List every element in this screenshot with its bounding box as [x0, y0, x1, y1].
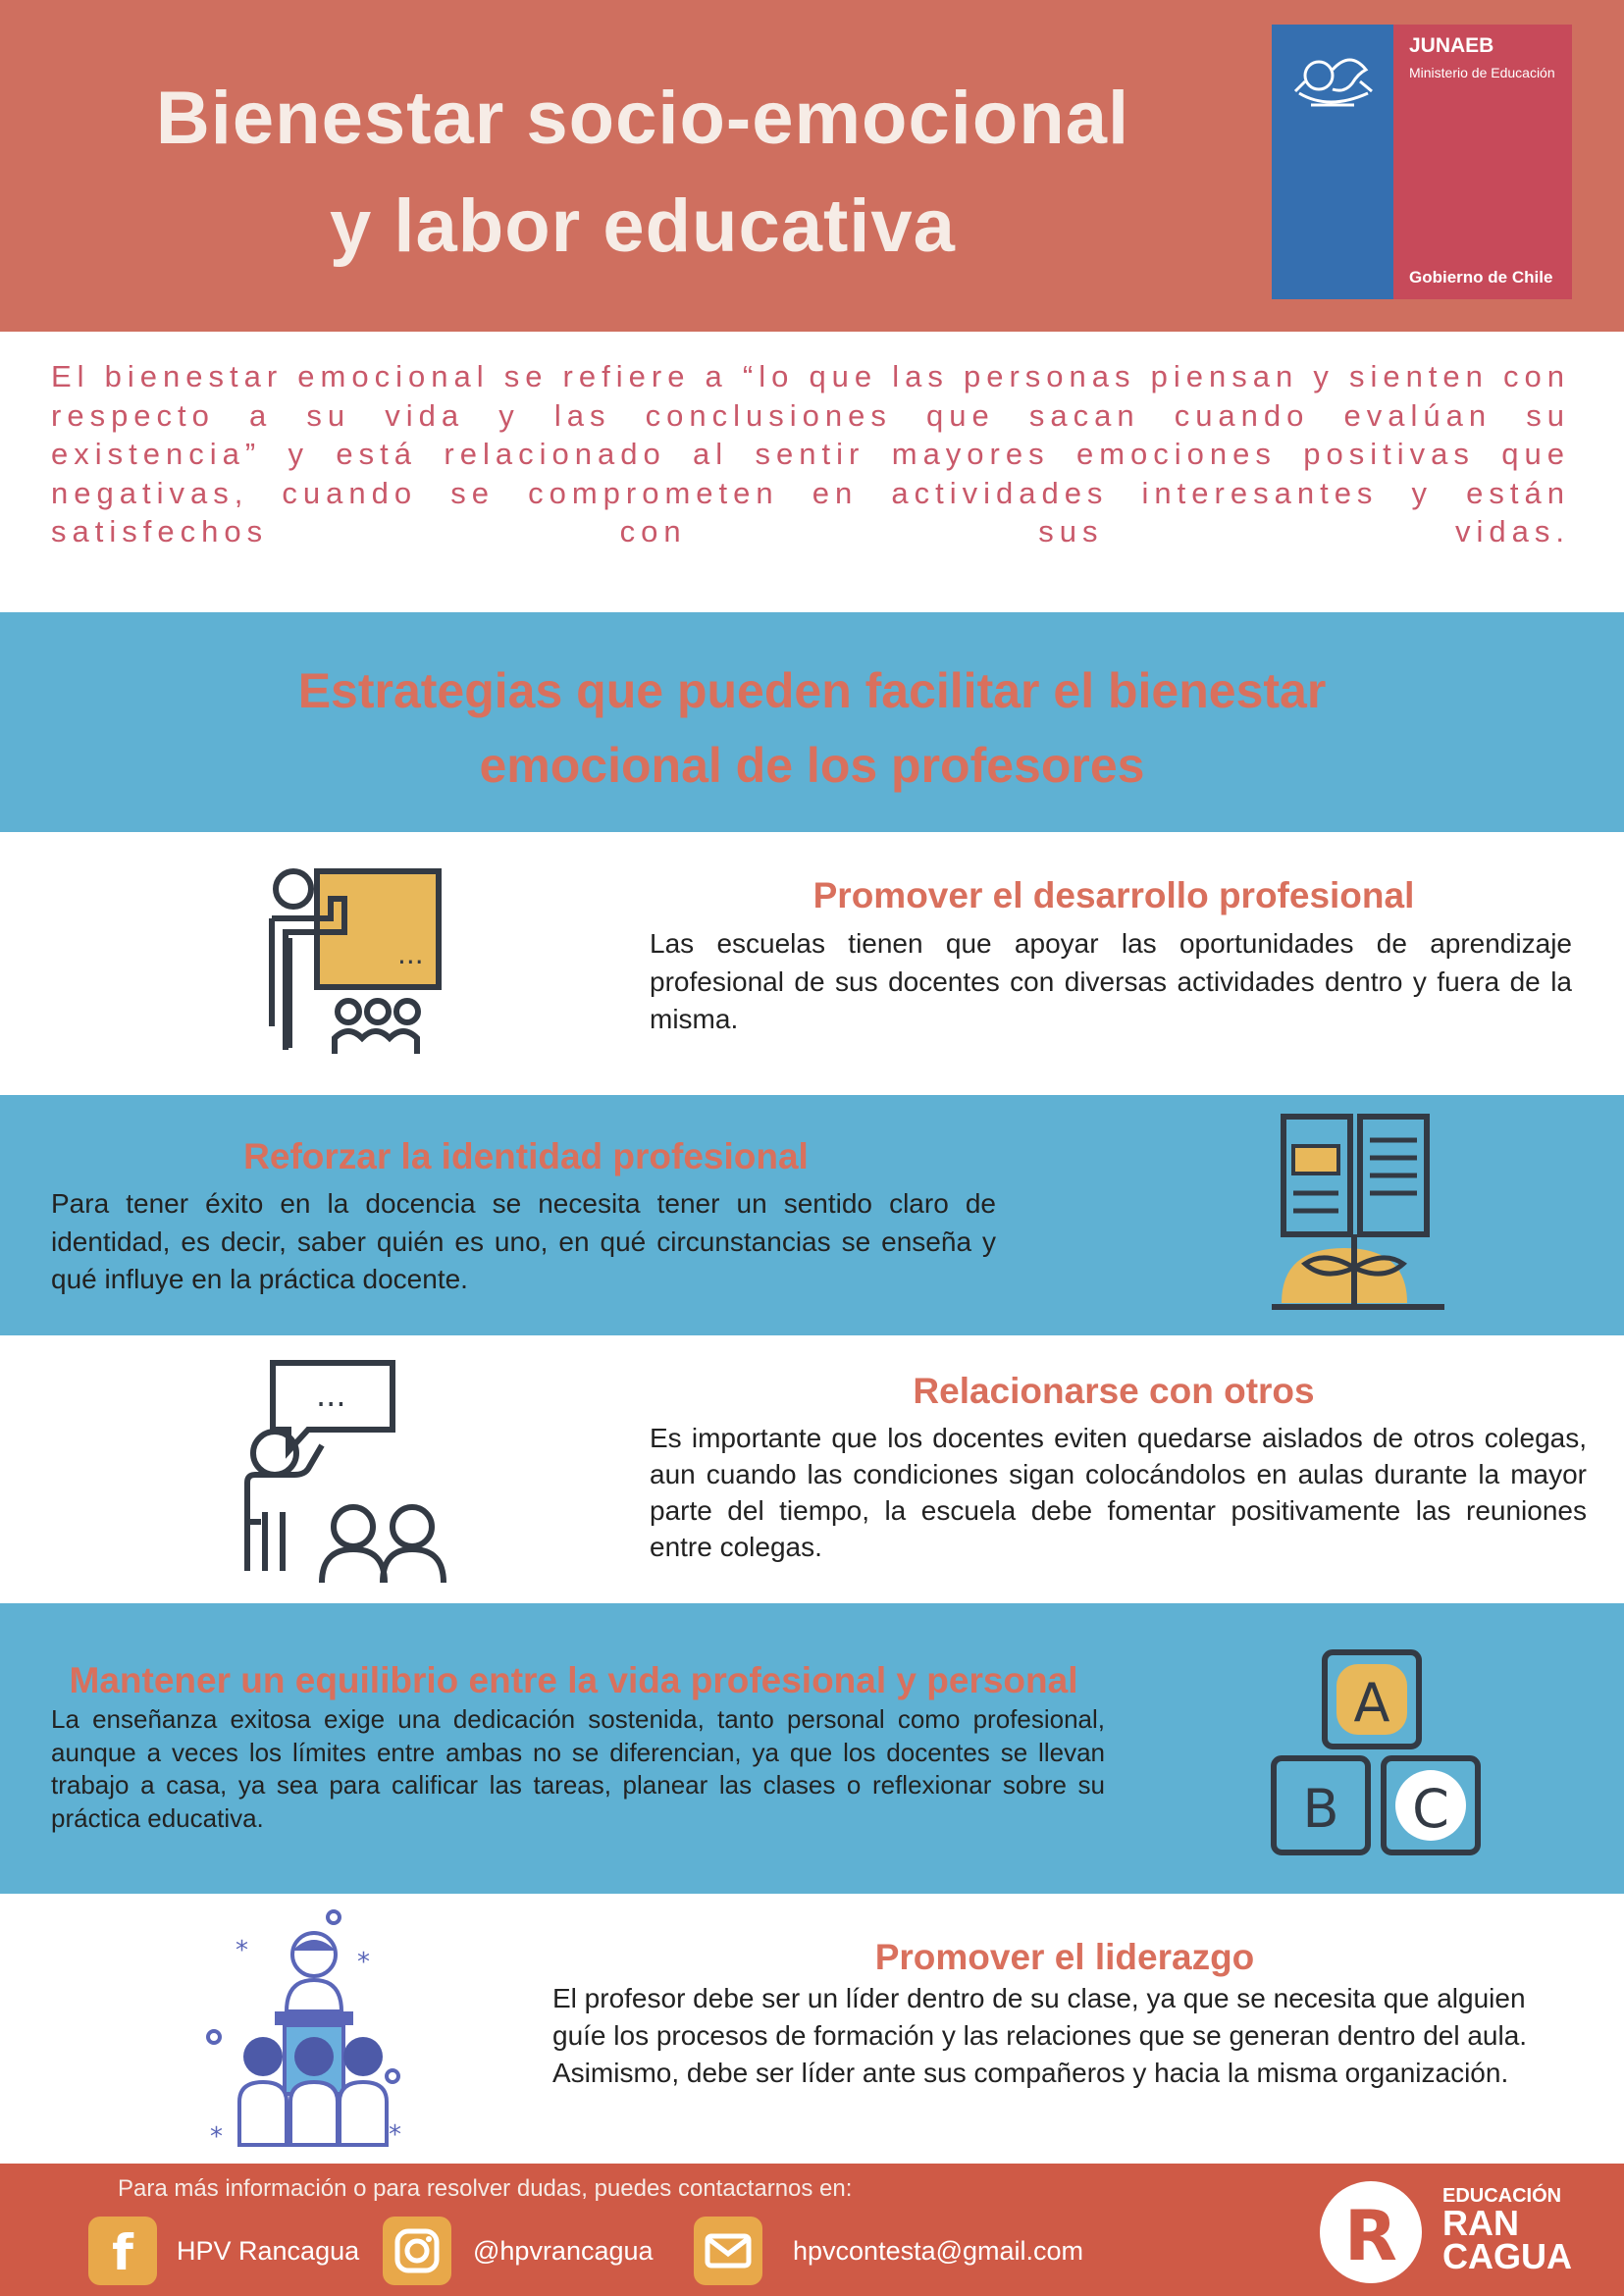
svg-text:*: * — [210, 2122, 223, 2152]
logo-name: JUNAEB — [1409, 34, 1494, 57]
svg-text:*: * — [357, 1948, 370, 1977]
section-title: Promover el desarrollo profesional — [812, 875, 1415, 915]
section-text: Es importante que los docentes eviten quedarse aislados de otros colegas, aun cuando las condiciones sigan colocándolos en aulas durante la mayor parte del tiempo, la escuela debe fomentar positivamente las reuniones entre colegas. — [650, 1423, 1587, 1562]
abc-blocks-icon — [1266, 1644, 1492, 1862]
svg-text:*: * — [236, 1936, 248, 1965]
title-line-2: y labor educativa — [330, 184, 956, 268]
section-text: El profesor debe ser un líder dentro de su clase, ya que se necesita que alguien guíe los procesos de formación y las relaciones que se generan dentro del aula. Asimismo, debe ser líder ante sus compañeros y hacia la misma organización. — [552, 1983, 1528, 2088]
svg-text:...: ... — [316, 1377, 346, 1414]
footer-lead: Para más información o para resolver dudas, puedes contactarnos en: — [118, 2175, 853, 2202]
instagram-icon[interactable] — [383, 2217, 451, 2285]
title-line-1: Bienestar socio-emocional — [155, 77, 1130, 160]
section-equilibrio — [0, 1603, 1624, 1894]
teacher-board-icon — [250, 860, 456, 1066]
intro-section — [0, 332, 1624, 612]
svg-text:R: R — [1344, 2196, 1397, 2276]
section-text: Para tener éxito en la docencia se necesita tener un sentido claro de identidad, es decir, saber quién es uno, en qué circunstancias se enseña y qué influye en la práctica docente. — [51, 1188, 996, 1294]
email-icon[interactable] — [694, 2217, 762, 2285]
brand-name: RAN CAGUA — [1442, 2203, 1572, 2276]
logo-subtitle: Ministerio de Educación — [1409, 65, 1555, 80]
svg-text:B: B — [1302, 1778, 1339, 1840]
section-relacionarse — [0, 1335, 1624, 1603]
svg-text:*: * — [389, 2120, 401, 2150]
instagram-link[interactable]: @hpvrancagua — [473, 2236, 654, 2266]
svg-text:A: A — [1353, 1672, 1390, 1734]
section-text: La enseñanza exitosa exige una dedicación sostenida, tanto personal como profesional, aunque a veces los límites entre ambas no se diferencian, ya que los docentes se llevan trabajo a casa, ya sea para calificar las tareas, planear las clases o reflexionar sobre su práctica educativa. — [51, 1704, 1105, 1833]
svg-text:...: ... — [397, 938, 424, 970]
facebook-link[interactable]: HPV Rancagua — [177, 2236, 360, 2266]
section-text: Las escuelas tienen que apoyar las oportunidades de aprendizaje profesional de sus docentes con diversas actividades dentro y fuera de la misma. — [650, 928, 1572, 1034]
strategies-header — [0, 612, 1624, 832]
footer — [0, 2164, 1624, 2296]
leader-podium-icon — [196, 1909, 422, 2155]
section-liderazgo — [0, 1894, 1624, 2164]
rancagua-logo-icon — [1320, 2181, 1422, 2283]
intro-text: El bienestar emocional se refiere a “lo que las personas piensan y sienten con respecto a su vida y las conclusiones que sacan cuando evalúan su existencia” y está relacionado al sentir mayores emociones positivas que negativas, cuando se comprometen en actividades interesantes y están satisfechos con sus vidas. — [51, 359, 1570, 548]
junaeb-logo — [1272, 25, 1572, 299]
logo-footer: Gobierno de Chile — [1409, 268, 1553, 287]
book-plant-icon — [1272, 1111, 1448, 1327]
section-title: Relacionarse con otros — [913, 1371, 1315, 1411]
coat-of-arms-icon — [1282, 34, 1384, 132]
speaker-audience-icon — [226, 1355, 461, 1591]
svg-text:f: f — [112, 2224, 133, 2281]
facebook-icon[interactable] — [88, 2217, 157, 2285]
svg-text:C: C — [1412, 1778, 1449, 1840]
brand-line-1: EDUCACIÓN — [1442, 2185, 1562, 2207]
section-title: Promover el liderazgo — [874, 1937, 1255, 1977]
section-identidad-profesional — [0, 1095, 1624, 1335]
strategies-title: Estrategias que pueden facilitar el bienestar emocional de los profesores — [297, 663, 1327, 793]
section-title: Reforzar la identidad profesional — [243, 1136, 809, 1176]
page-title — [29, 65, 1256, 281]
section-title: Mantener un equilibrio entre la vida profesional y personal — [69, 1660, 1078, 1700]
section-desarrollo-profesional — [0, 832, 1624, 1095]
email-link[interactable]: hpvcontesta@gmail.com — [793, 2236, 1084, 2266]
header — [0, 0, 1624, 332]
